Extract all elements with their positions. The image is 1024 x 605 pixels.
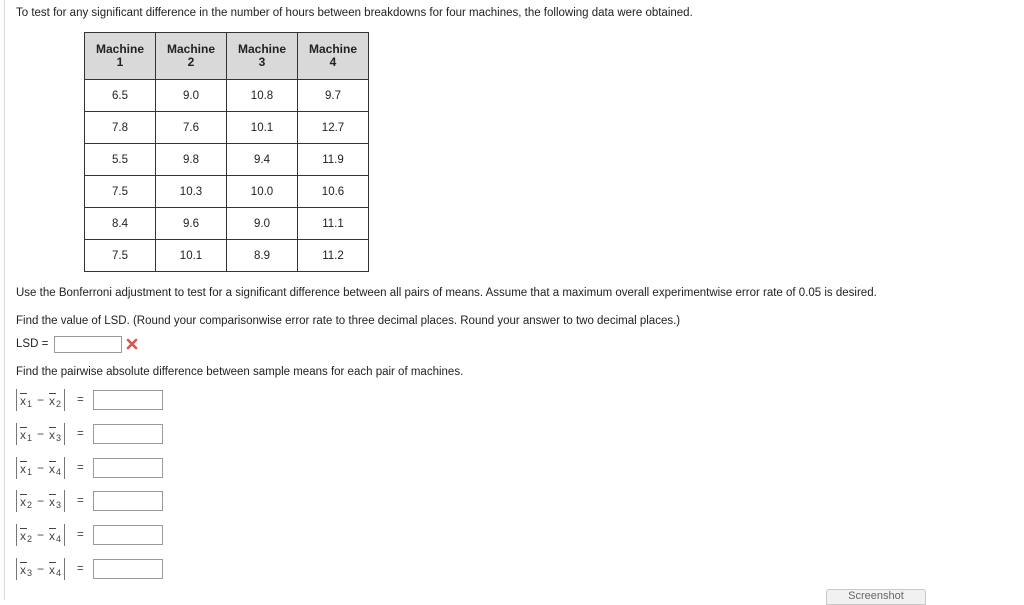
table-cell: 5.5 (85, 144, 156, 176)
abs-difference-expression (16, 524, 65, 546)
minus-sign: − (37, 494, 45, 508)
subscript: 1 (27, 467, 33, 477)
equals-sign: = (77, 394, 84, 406)
diff-input-1-3[interactable] (93, 424, 163, 444)
abs-difference-expression (16, 389, 65, 411)
table-cell: 10.1 (227, 112, 298, 144)
table-row (85, 240, 369, 272)
xbar-symbol: x (20, 462, 26, 476)
table-row (85, 144, 369, 176)
xbar-symbol: x (20, 428, 26, 442)
table-cell: 7.6 (156, 112, 227, 144)
minus-sign: − (37, 562, 45, 576)
minus-sign: − (37, 528, 45, 542)
xbar-symbol: x (49, 428, 56, 442)
subscript: 3 (27, 568, 33, 578)
diff-input-1-4[interactable] (93, 458, 163, 478)
table-cell: 9.4 (227, 144, 298, 176)
table-cell: 9.0 (227, 208, 298, 240)
xbar-symbol: x (20, 563, 26, 577)
subscript: 4 (56, 568, 62, 578)
lsd-answer-row (16, 333, 139, 355)
column-header-machine-2: Machine 2 (156, 33, 227, 80)
table-row (85, 80, 369, 112)
subscript: 4 (56, 534, 62, 544)
equals-sign: = (77, 495, 84, 507)
table-cell: 7.5 (85, 240, 156, 272)
xbar-symbol: x (49, 529, 56, 543)
subscript: 1 (27, 433, 33, 443)
table-cell: 11.1 (298, 208, 369, 240)
table-cell: 8.4 (85, 208, 156, 240)
table-cell: 9.6 (156, 208, 227, 240)
minus-sign: − (37, 393, 45, 407)
diff-input-2-3[interactable] (93, 491, 163, 511)
xbar-symbol: x (20, 394, 26, 408)
xbar-symbol: x (20, 495, 26, 509)
xbar-symbol: x (49, 462, 56, 476)
pairwise-instruction: Find the pairwise absolute difference between sample means for each pair of machines. (16, 366, 464, 378)
table-row (85, 208, 369, 240)
minus-sign: − (37, 427, 45, 441)
table-row (85, 176, 369, 208)
abs-difference-expression (16, 423, 65, 445)
column-header-machine-3: Machine 3 (227, 33, 298, 80)
xbar-symbol: x (49, 563, 56, 577)
column-header-machine-1: Machine 1 (85, 33, 156, 80)
pair-row-2-4 (16, 524, 163, 546)
subscript: 4 (56, 467, 62, 477)
pair-row-1-2 (16, 389, 163, 411)
wrong-x-icon (125, 337, 139, 351)
table-cell: 11.2 (298, 240, 369, 272)
pair-row-1-3 (16, 423, 163, 445)
pair-row-1-4 (16, 457, 163, 479)
pair-row-3-4 (16, 558, 163, 580)
equals-sign: = (77, 428, 84, 440)
lsd-instruction: Find the value of LSD. (Round your comparisonwise error rate to three decimal places. Round your answer to two decimal places.) (16, 315, 681, 327)
table-cell: 11.9 (298, 144, 369, 176)
minus-sign: − (37, 461, 45, 475)
subscript: 1 (27, 399, 33, 409)
table-cell: 8.9 (227, 240, 298, 272)
table-header-row (85, 33, 369, 80)
lsd-input[interactable] (54, 336, 122, 353)
table-cell: 9.7 (298, 80, 369, 112)
table-cell: 9.0 (156, 80, 227, 112)
subscript: 2 (27, 500, 33, 510)
table-cell: 10.6 (298, 176, 369, 208)
table-cell: 9.8 (156, 144, 227, 176)
xbar-symbol: x (49, 394, 56, 408)
abs-difference-expression (16, 558, 65, 580)
subscript: 2 (27, 534, 33, 544)
table-cell: 10.8 (227, 80, 298, 112)
table-cell: 6.5 (85, 80, 156, 112)
screenshot-button[interactable]: Screenshot (826, 589, 926, 605)
equals-sign: = (77, 563, 84, 575)
bonferroni-instruction: Use the Bonferroni adjustment to test for a significant difference between all pairs of means. Assume that a maximum overall experimentwise error rate of 0.05 is desired. (16, 287, 877, 299)
lsd-label: LSD = (16, 338, 49, 350)
equals-sign: = (77, 529, 84, 541)
diff-input-2-4[interactable] (93, 525, 163, 545)
xbar-symbol: x (20, 529, 26, 543)
subscript: 3 (56, 433, 62, 443)
subscript: 2 (56, 399, 62, 409)
xbar-symbol: x (49, 495, 56, 509)
diff-input-3-4[interactable] (93, 559, 163, 579)
table-row (85, 112, 369, 144)
machine-data-table (84, 32, 369, 272)
table-cell: 12.7 (298, 112, 369, 144)
table-cell: 7.8 (85, 112, 156, 144)
pair-row-2-3 (16, 490, 163, 512)
column-header-machine-4: Machine 4 (298, 33, 369, 80)
table-cell: 10.1 (156, 240, 227, 272)
abs-difference-expression (16, 457, 65, 479)
abs-difference-expression (16, 490, 65, 512)
table-cell: 10.0 (227, 176, 298, 208)
subscript: 3 (56, 500, 62, 510)
table-cell: 7.5 (85, 176, 156, 208)
table-cell: 10.3 (156, 176, 227, 208)
problem-intro: To test for any significant difference in the number of hours between breakdowns for four machines, the following data were obtained. (16, 7, 693, 19)
diff-input-1-2[interactable] (93, 390, 163, 410)
equals-sign: = (77, 462, 84, 474)
